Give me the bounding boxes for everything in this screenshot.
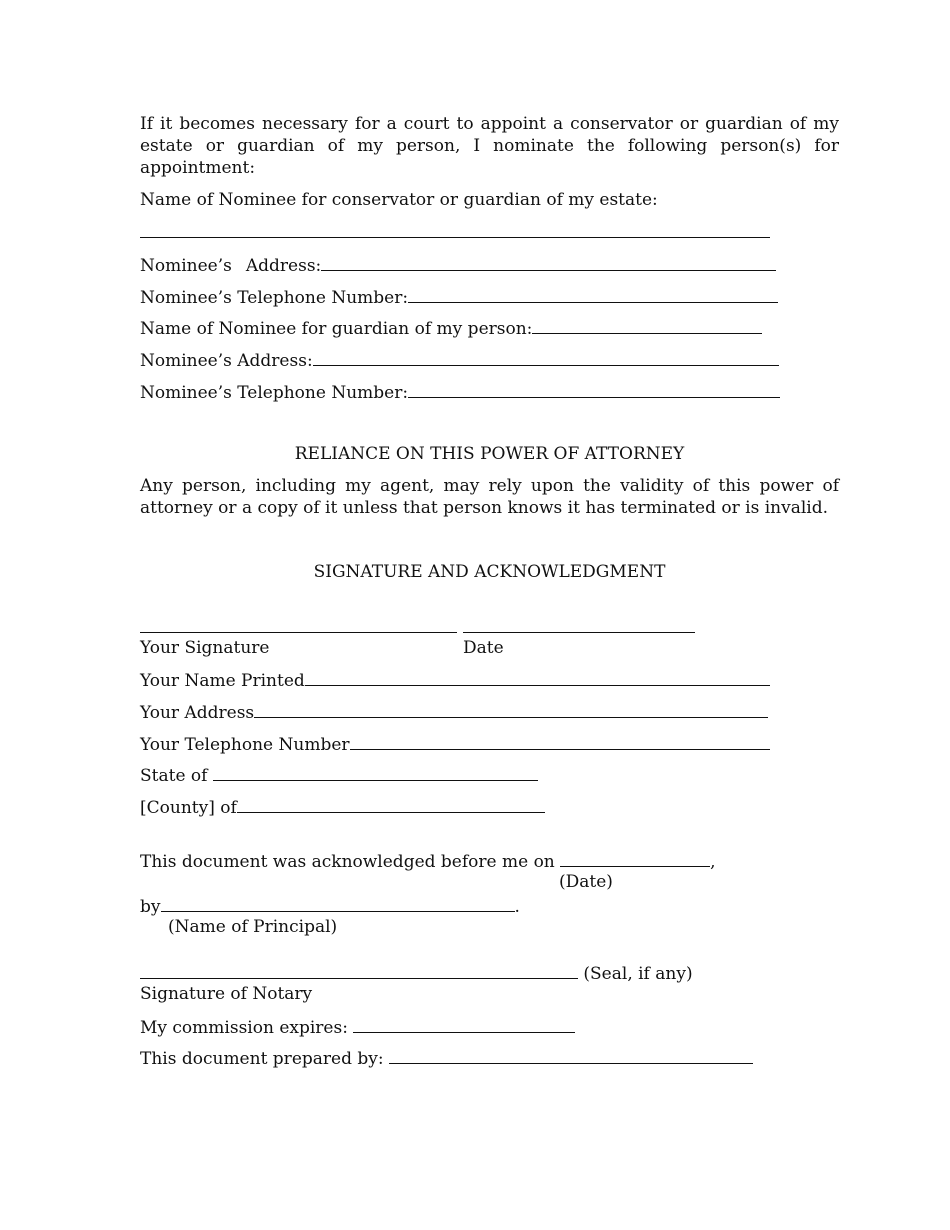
estate-nominee-address-label-b: Address: — [245, 256, 322, 276]
prepared-by-row — [140, 1046, 753, 1070]
state-of-row — [140, 763, 538, 787]
principal-caption: (Name of Principal) — [168, 917, 338, 937]
estate-nominee-phone-field[interactable] — [408, 285, 778, 303]
commission-label: My commission expires: — [140, 1018, 348, 1038]
acknowledged-comma: , — [710, 852, 716, 872]
person-nominee-phone-label: Nominee’s Telephone Number: — [140, 383, 409, 403]
estate-nominee-address-label-a: Nominee’s — [140, 256, 232, 276]
your-address-label: Your Address — [140, 703, 255, 723]
your-signature-caption: Your Signature — [140, 638, 270, 658]
intro-paragraph: If it becomes necessary for a court to appoint a conservator or guardian of my estate or guardian of my person, I nominate the following person(s) for appointment: — [140, 114, 839, 178]
seal-row — [140, 961, 693, 985]
commission-expires-field[interactable] — [353, 1015, 575, 1033]
signature-heading: SIGNATURE AND ACKNOWLEDGMENT — [313, 562, 666, 582]
county-of-label: [County] of — [140, 798, 237, 818]
person-nominee-address-row — [140, 348, 779, 372]
your-address-field[interactable] — [254, 700, 768, 718]
person-nominee-address-field[interactable] — [313, 348, 779, 366]
notary-signature-field[interactable] — [140, 961, 578, 979]
reliance-text: Any person, including my agent, may rely upon the validity of this power of attorney or a copy of it unless that person knows it has terminated or is invalid. — [140, 476, 839, 518]
county-of-field[interactable] — [237, 795, 545, 813]
reliance-heading: RELIANCE ON THIS POWER OF ATTORNEY — [294, 444, 685, 464]
person-nominee-name-field[interactable] — [532, 316, 762, 334]
by-row — [140, 894, 520, 918]
your-signature-field[interactable] — [140, 632, 457, 633]
estate-nominee-phone-label: Nominee’s Telephone Number: — [140, 288, 409, 308]
person-nominee-phone-row — [140, 380, 780, 404]
your-telephone-field[interactable] — [350, 732, 770, 750]
state-of-label: State of — [140, 766, 208, 786]
name-printed-field[interactable] — [305, 668, 770, 686]
signature-of-notary-caption: Signature of Notary — [140, 984, 313, 1004]
estate-nominee-address-field[interactable] — [321, 253, 776, 271]
person-nominee-row — [140, 316, 762, 340]
date-parenthetical: (Date) — [559, 872, 613, 892]
state-of-field[interactable] — [213, 763, 538, 781]
your-telephone-label: Your Telephone Number — [140, 735, 350, 755]
person-nominee-phone-field[interactable] — [408, 380, 780, 398]
by-period: . — [514, 897, 520, 917]
date-caption: Date — [463, 638, 504, 658]
person-nominee-address-label: Nominee’s Address: — [140, 351, 313, 371]
estate-nominee-phone-row — [140, 285, 778, 309]
commission-row — [140, 1015, 575, 1039]
acknowledged-text: This document was acknowledged before me on — [140, 852, 555, 872]
name-printed-label: Your Name Printed — [140, 671, 305, 691]
prepared-by-field[interactable] — [389, 1046, 753, 1064]
acknowledged-date-field[interactable] — [560, 849, 710, 867]
estate-nominee-label: Name of Nominee for conservator or guardian of my estate: — [140, 190, 658, 210]
your-address-row — [140, 700, 768, 724]
person-nominee-label: Name of Nominee for guardian of my person: — [140, 319, 533, 339]
county-of-row — [140, 795, 545, 819]
signature-date-field[interactable] — [463, 632, 695, 633]
principal-name-field[interactable] — [161, 894, 515, 912]
prepared-by-label: This document prepared by: — [140, 1049, 384, 1069]
estate-nominee-name-field[interactable] — [140, 237, 770, 238]
seal-label: (Seal, if any) — [583, 964, 693, 984]
acknowledged-row — [140, 849, 716, 873]
name-printed-row — [140, 668, 770, 692]
your-telephone-row — [140, 732, 770, 756]
estate-nominee-address-row — [140, 253, 776, 277]
by-label: by — [140, 897, 161, 917]
